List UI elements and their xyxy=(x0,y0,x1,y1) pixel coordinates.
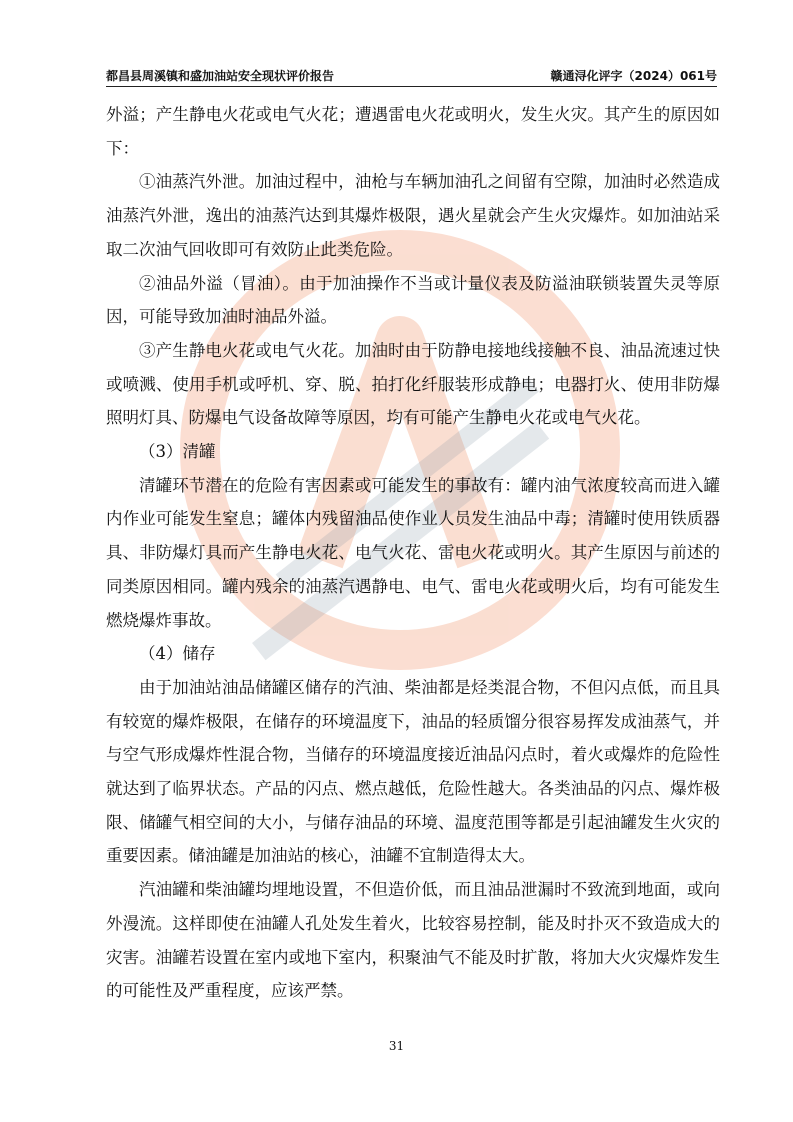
paragraph-7: 汽油罐和柴油罐均埋地设置，不但造价低，而且油品泄漏时不致流到地面，或向外漫流。这样即使在油罐人孔处发生着火，比较容易控制，能及时扑灭不致造成大的灾害。油罐若设置在室内或地下室内，积聚油气不能及时扩散，将加大火灾爆炸发生的可能性及严重程度，应该严禁。 xyxy=(106,880,720,1001)
paragraph-3: ②油品外溢（冒油）。由于加油操作不当或计量仪表及防溢油联锁装置失灵等原因，可能导致加油时油品外溢。 xyxy=(106,273,720,327)
paragraph-2: ①油蒸汽外泄。加油过程中，油枪与车辆加油孔之间留有空隙，加油时必然造成油蒸汽外泄，逸出的油蒸汽达到其爆炸极限，遇火星就会产生火灾爆炸。如加油站采取二次油气回收即可有效防止此类危险。 xyxy=(106,172,720,259)
paragraph-4: ③产生静电火花或电气火花。加油时由于防静电接地线接触不良、油品流速过快或喷溅、使用手机或呼机、穿、脱、拍打化纤服装形成静电；电器打火、使用非防爆照明灯具、防爆电气设备故障等原因，均有可能产生静电火花或电气火花。 xyxy=(106,340,720,428)
paragraph-1: 外溢；产生静电火花或电气火花；遭遇雷电火花或明火，发生火灾。其产生的原因如下： xyxy=(106,105,720,158)
paragraph-6: 由于加油站油品储罐区储存的汽油、柴油都是烃类混合物，不但闪点低，而且具有较宽的爆炸极限，在储存的环境温度下，油品的轻质馏分很容易挥发成油蒸气，并与空气形成爆炸性混合物，当储存的环境温度接近油品闪点时，着火或爆炸的危险性就达到了临界状态。产品的闪点、燃点越低，危险性越大。各类油品的闪点、爆炸极限、储罐气相空间的大小，与储存油品的环境、温度范围等都是引起油罐发生火灾的重要因素。储油罐是加油站的核心，油罐不宜制造得太大。 xyxy=(106,677,720,866)
report-title: 都昌县周溪镇和盛加油站安全现状评价报告 xyxy=(106,69,335,83)
page-header xyxy=(106,68,717,87)
page-number: 31 xyxy=(388,1039,405,1053)
section-heading-storage: （4）储存 xyxy=(139,644,216,664)
section-heading-tank-cleaning: （3）清罐 xyxy=(139,442,216,462)
body-text xyxy=(106,98,720,1008)
document-number: 赣通浔化评字（2024）061号 xyxy=(550,69,717,83)
paragraph-5: 清罐环节潜在的危险有害因素或可能发生的事故有：罐内油气浓度较高而进入罐内作业可能发生窒息；罐体内残留油品使作业人员发生油品中毒；清罐时使用铁质器具、非防爆灯具而产生静电火花、电气火花、雷电火花或明火。其产生原因与前述的同类原因相同。罐内残余的油蒸汽遇静电、电气、雷电火花或明火后，均有可能发生燃烧爆炸事故。 xyxy=(106,475,720,630)
